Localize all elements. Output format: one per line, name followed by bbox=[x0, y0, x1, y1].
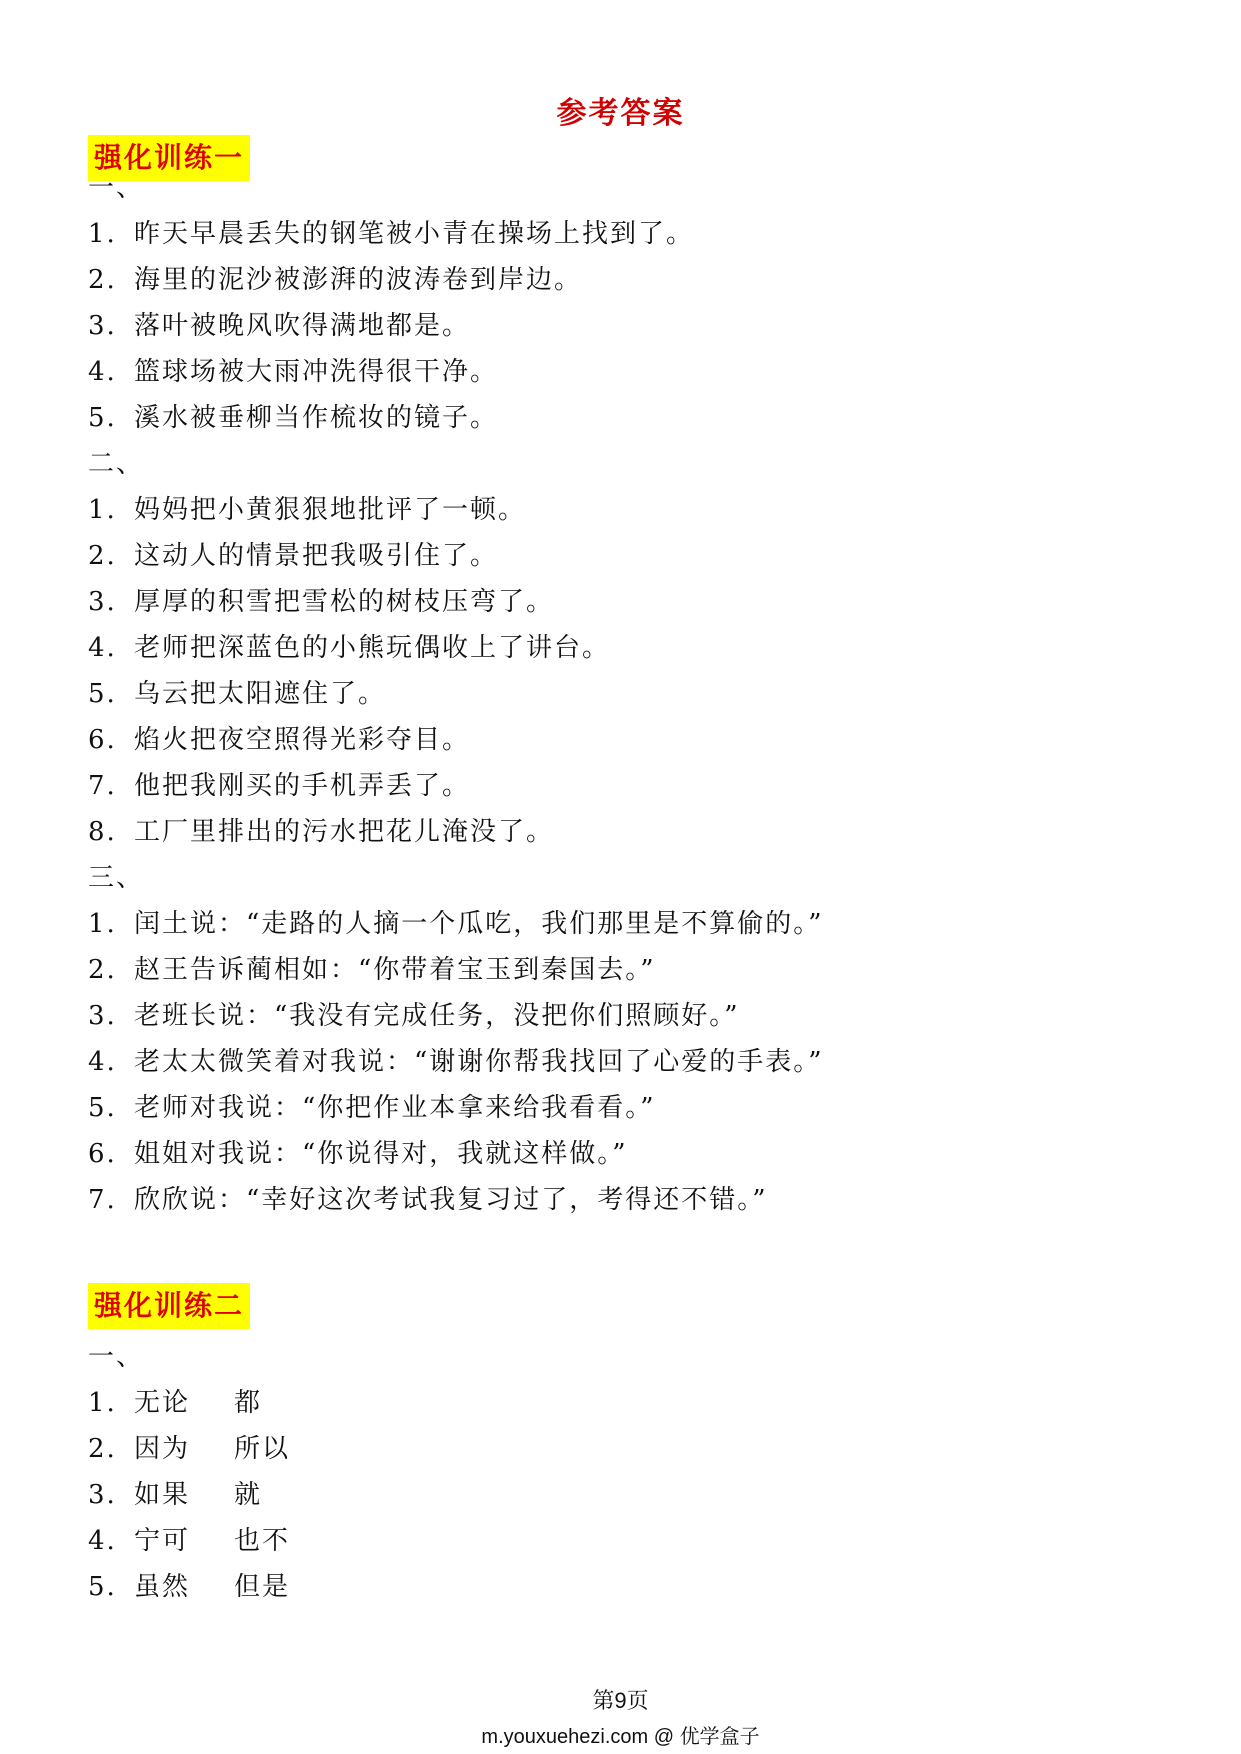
answer-line bbox=[88, 1131, 824, 1177]
item-number: 3. bbox=[88, 1001, 117, 1031]
item-number: 3. bbox=[88, 587, 117, 617]
answer-block-part2 bbox=[88, 1334, 290, 1610]
item-number: 4. bbox=[88, 1526, 117, 1556]
answer-text: 赵王告诉蔺相如：“你带着宝玉到秦国去。” bbox=[134, 955, 656, 985]
answer-text: 老班长说：“我没有完成任务，没把你们照顾好。” bbox=[134, 1001, 740, 1031]
answer-line bbox=[88, 487, 824, 533]
answer-line bbox=[88, 579, 824, 625]
subsection-label: 二、 bbox=[88, 449, 145, 479]
answer-line bbox=[88, 1472, 290, 1518]
answer-text: 姐姐对我说：“你说得对，我就这样做。” bbox=[134, 1139, 628, 1169]
section-heading-training-2: 强化训练二 bbox=[88, 1283, 250, 1329]
item-number: 2. bbox=[88, 541, 117, 571]
item-number: 8. bbox=[88, 817, 117, 847]
answer-text: 他把我刚买的手机弄丢了。 bbox=[134, 771, 471, 801]
answer-word-1: 如果 bbox=[134, 1480, 191, 1510]
answer-text: 工厂里排出的污水把花儿淹没了。 bbox=[134, 817, 555, 847]
answer-line bbox=[88, 947, 824, 993]
item-number: 2. bbox=[88, 955, 117, 985]
page-number: 第9页 bbox=[592, 1688, 649, 1713]
item-number: 1. bbox=[88, 219, 117, 249]
answer-word-2: 都 bbox=[234, 1388, 263, 1418]
subsection-label: 一、 bbox=[88, 173, 145, 203]
answer-line bbox=[88, 349, 824, 395]
answer-text: 焰火把夜空照得光彩夺目。 bbox=[134, 725, 471, 755]
answer-line bbox=[88, 1380, 290, 1426]
item-number: 7. bbox=[88, 1185, 117, 1215]
answer-line bbox=[88, 1564, 290, 1610]
item-number: 7. bbox=[88, 771, 117, 801]
item-number: 1. bbox=[88, 909, 117, 939]
page-title: 参考答案 bbox=[556, 96, 685, 131]
answer-word-2: 但是 bbox=[234, 1572, 291, 1602]
answer-text: 篮球场被大雨冲洗得很干净。 bbox=[134, 357, 499, 387]
answer-text: 溪水被垂柳当作梳妆的镜子。 bbox=[134, 403, 499, 433]
answer-text: 老师把深蓝色的小熊玩偶收上了讲台。 bbox=[134, 633, 611, 663]
answer-text: 老师对我说：“你把作业本拿来给我看看。” bbox=[134, 1093, 656, 1123]
item-number: 3. bbox=[88, 1480, 117, 1510]
answer-line bbox=[88, 303, 824, 349]
answer-text: 乌云把太阳遮住了。 bbox=[134, 679, 387, 709]
answer-line bbox=[88, 763, 824, 809]
answer-line bbox=[88, 1518, 290, 1564]
answer-text: 这动人的情景把我吸引住了。 bbox=[134, 541, 499, 571]
answer-word-2: 也不 bbox=[234, 1526, 291, 1556]
answer-line bbox=[88, 809, 824, 855]
answer-line bbox=[88, 625, 824, 671]
answer-line bbox=[88, 257, 824, 303]
subsection-label: 三、 bbox=[88, 863, 145, 893]
item-number: 6. bbox=[88, 1139, 117, 1169]
answer-line bbox=[88, 671, 824, 717]
item-number: 3. bbox=[88, 311, 117, 341]
answer-word-1: 虽然 bbox=[134, 1572, 191, 1602]
item-number: 6. bbox=[88, 725, 117, 755]
item-number: 5. bbox=[88, 1093, 117, 1123]
answer-block-part1 bbox=[88, 165, 824, 1223]
answer-line bbox=[88, 1426, 290, 1472]
item-number: 1. bbox=[88, 495, 117, 525]
answer-word-1: 宁可 bbox=[134, 1526, 191, 1556]
item-number: 5. bbox=[88, 403, 117, 433]
answer-word-2: 就 bbox=[234, 1480, 263, 1510]
item-number: 5. bbox=[88, 1572, 117, 1602]
site-watermark: m.youxuehezi.com @ 优学盒子 bbox=[481, 1726, 760, 1748]
answer-line bbox=[88, 717, 824, 763]
answer-text: 厚厚的积雪把雪松的树枝压弯了。 bbox=[134, 587, 555, 617]
answer-line bbox=[88, 211, 824, 257]
item-number: 1. bbox=[88, 1388, 117, 1418]
item-number: 5. bbox=[88, 679, 117, 709]
answer-line bbox=[88, 1039, 824, 1085]
answer-word-1: 因为 bbox=[134, 1434, 191, 1464]
item-number: 4. bbox=[88, 633, 117, 663]
section-heading-training-1: 强化训练一 bbox=[88, 135, 250, 181]
item-number: 4. bbox=[88, 357, 117, 387]
answer-line bbox=[88, 395, 824, 441]
answer-text: 妈妈把小黄狠狠地批评了一顿。 bbox=[134, 495, 527, 525]
answer-text: 昨天早晨丢失的钢笔被小青在操场上找到了。 bbox=[134, 219, 695, 249]
item-number: 2. bbox=[88, 265, 117, 295]
item-number: 2. bbox=[88, 1434, 117, 1464]
item-number: 4. bbox=[88, 1047, 117, 1077]
subsection-label: 一、 bbox=[88, 1342, 145, 1372]
answer-text: 落叶被晚风吹得满地都是。 bbox=[134, 311, 471, 341]
answer-line bbox=[88, 1177, 824, 1223]
answer-line bbox=[88, 1085, 824, 1131]
answer-line bbox=[88, 901, 824, 947]
answer-word-1: 无论 bbox=[134, 1388, 191, 1418]
answer-word-2: 所以 bbox=[234, 1434, 291, 1464]
answer-text: 老太太微笑着对我说：“谢谢你帮我找回了心爱的手表。” bbox=[134, 1047, 824, 1077]
answer-text: 闰土说：“走路的人摘一个瓜吃，我们那里是不算偷的。” bbox=[134, 909, 824, 939]
answer-text: 欣欣说：“幸好这次考试我复习过了，考得还不错。” bbox=[134, 1185, 768, 1215]
answer-line bbox=[88, 993, 824, 1039]
answer-line bbox=[88, 533, 824, 579]
answer-text: 海里的泥沙被澎湃的波涛卷到岸边。 bbox=[134, 265, 583, 295]
